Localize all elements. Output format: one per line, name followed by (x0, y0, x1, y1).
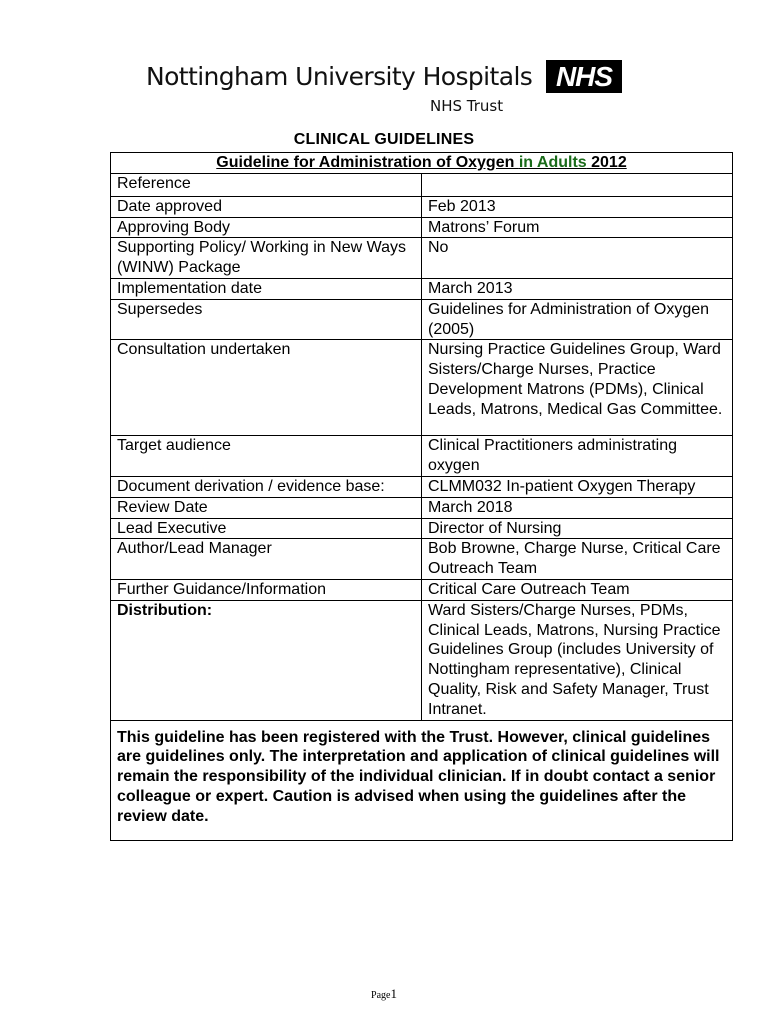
row-value (422, 173, 733, 196)
row-label: Supersedes (111, 299, 422, 340)
row-value: Feb 2013 (422, 196, 733, 217)
disclaimer-text: This guideline has been registered with the Trust. However, clinical guidelines are guidelines only. The interpretation and application of clinical guidelines will remain the responsibility of the individual clinician. If in doubt contact a senior colleague or expert. Caution is advised when using the guidelines after the review date. (111, 720, 733, 840)
row-label: Implementation date (111, 278, 422, 299)
table-row (111, 600, 733, 720)
guideline-title-part3: 2012 (586, 154, 627, 171)
table-row (111, 340, 733, 436)
row-label: Review Date (111, 497, 422, 518)
row-value: Matrons’ Forum (422, 217, 733, 238)
disclaimer-row (111, 720, 733, 840)
row-value: Bob Browne, Charge Nurse, Critical Care Outreach Team (422, 539, 733, 580)
row-label: Document derivation / evidence base: (111, 476, 422, 497)
table-row (111, 299, 733, 340)
table-row (111, 579, 733, 600)
guideline-title (216, 154, 626, 171)
row-value: Critical Care Outreach Team (422, 579, 733, 600)
table-row (111, 173, 733, 196)
row-label: Author/Lead Manager (111, 539, 422, 580)
table-row (111, 436, 733, 477)
nhs-logo: NHS (546, 60, 622, 93)
row-label: Date approved (111, 196, 422, 217)
row-label: Lead Executive (111, 518, 422, 539)
row-label: Target audience (111, 436, 422, 477)
table-row (111, 278, 733, 299)
page-label: Page (371, 990, 391, 1001)
row-label: Consultation undertaken (111, 340, 422, 436)
table-row (111, 539, 733, 580)
row-value: No (422, 238, 733, 279)
table-row (111, 476, 733, 497)
table-row (111, 238, 733, 279)
row-label: Reference (111, 173, 422, 196)
guideline-metadata-table (110, 152, 733, 841)
page-number-value: 1 (390, 986, 397, 1001)
row-value: Ward Sisters/Charge Nurses, PDMs, Clinical Leads, Matrons, Nursing Practice Guidelines Group (includes University of Nottingham representative), Clinical Quality, Risk and Safety Manager, Trust Intranet. (422, 600, 733, 720)
table-row (111, 217, 733, 238)
guideline-title-part2: in Adults (518, 154, 587, 171)
row-label: Distribution: (111, 600, 422, 720)
letterhead (146, 60, 626, 120)
nhs-trust-label: NHS Trust (430, 97, 504, 115)
guideline-title-cell (111, 153, 733, 174)
org-name: Nottingham University Hospitals (146, 62, 533, 91)
document-title: CLINICAL GUIDELINES (293, 131, 475, 148)
row-label: Further Guidance/Information (111, 579, 422, 600)
table-row (111, 497, 733, 518)
table-row (111, 518, 733, 539)
row-value: CLMM032 In-patient Oxygen Therapy (422, 476, 733, 497)
row-value: Nursing Practice Guidelines Group, Ward Sisters/Charge Nurses, Practice Development Matrons (PDMs), Clinical Leads, Matrons, Medical Gas Committee. (422, 340, 733, 436)
row-value: Director of Nursing (422, 518, 733, 539)
row-value: Guidelines for Administration of Oxygen (2005) (422, 299, 733, 340)
row-value: March 2013 (422, 278, 733, 299)
table-header-row (111, 153, 733, 174)
row-label: Approving Body (111, 217, 422, 238)
row-value: Clinical Practitioners administrating oxygen (422, 436, 733, 477)
page-number (0, 986, 768, 1002)
row-value: March 2018 (422, 497, 733, 518)
table-row (111, 196, 733, 217)
guideline-title-part1: Guideline for Administration of Oxygen (216, 154, 519, 171)
row-label: Supporting Policy/ Working in New Ways (WINW) Package (111, 238, 422, 279)
